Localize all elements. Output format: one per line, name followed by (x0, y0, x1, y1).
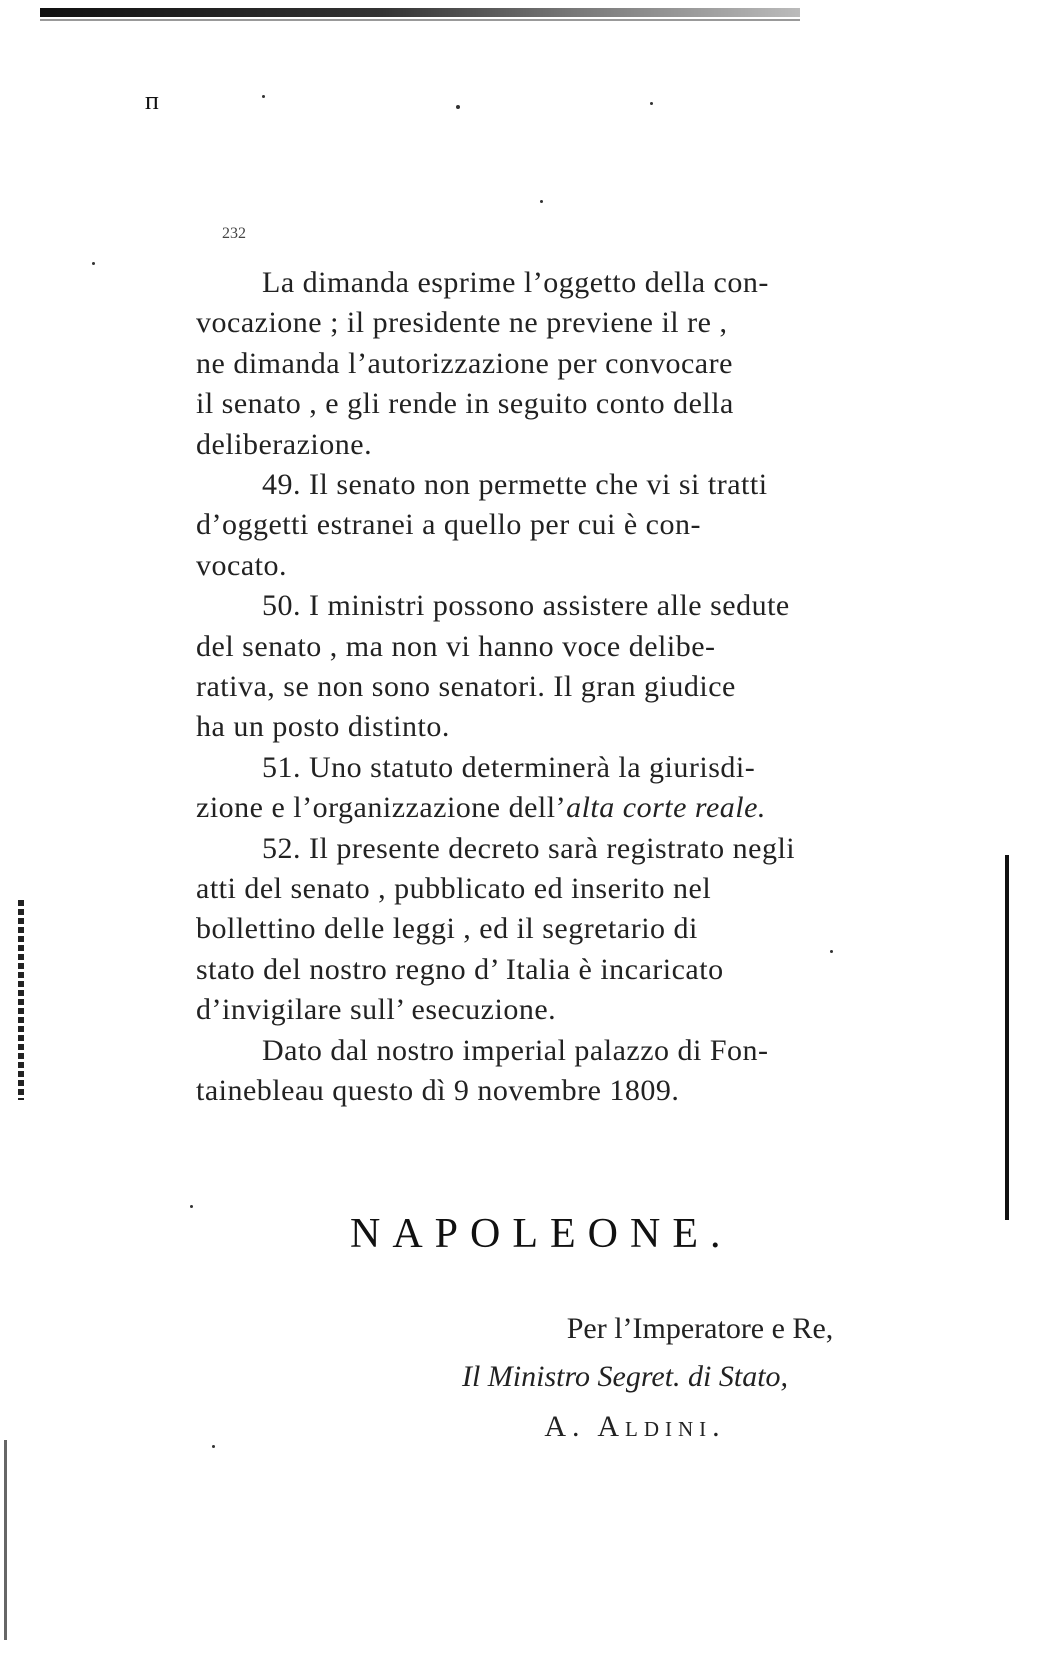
text-line: vocazione ; il presidente ne previene il re , (196, 306, 728, 340)
text-line: rativa, se non sono senatori. Il gran giudice (196, 670, 736, 703)
signature-napoleone: NAPOLEONE. (350, 1211, 733, 1257)
text-line: Dato dal nostro imperial palazzo di Fon- (262, 1033, 769, 1067)
text-line: 52. Il presente decreto sarà registrato negli (262, 831, 796, 865)
scan-mark: ᴨ (145, 86, 159, 115)
text-span: zione e l’organizzazione dell’ (196, 791, 567, 825)
text-line: ha un posto distinto. (196, 710, 450, 744)
text-line: 51. Uno statuto determinerà la giurisdi- (262, 750, 756, 784)
speck (456, 105, 460, 109)
scan-edge-top (40, 8, 800, 17)
closing-line-3: A. Aldini. (544, 1410, 726, 1443)
text-line: atti del senato , pubblicato ed inserito nel (196, 872, 712, 905)
text-line: deliberazione. (196, 427, 373, 461)
text-line: tainebleau questo dì 9 novembre 1809. (196, 1074, 680, 1107)
text-line: d’oggetti estranei a quello per cui è con- (196, 508, 701, 542)
text-line: 50. I ministri possono assistere alle sedute (262, 589, 790, 623)
speck (262, 95, 265, 98)
speck (650, 102, 653, 105)
closing-line-2: Il Ministro Segret. di Stato, (461, 1360, 789, 1393)
scan-edge-left (18, 900, 24, 1100)
text-line: bollettino delle leggi , ed il segretario di (196, 912, 698, 946)
scan-edge-right (1005, 855, 1009, 1220)
page-number: 232 (222, 225, 246, 242)
speck (212, 1445, 215, 1448)
text-line: d’invigilare sull’ esecuzione. (196, 993, 557, 1027)
speck (92, 262, 95, 265)
text-line: il senato , e gli rende in seguito conto della (196, 387, 734, 421)
scan-edge-left-lower (4, 1440, 7, 1640)
speck (190, 1205, 193, 1208)
text-line: ne dimanda l’autorizzazione per convocare (196, 346, 733, 380)
italic-span: alta corte reale. (566, 791, 766, 825)
text-line (196, 790, 886, 826)
text-line: 49. Il senato non permette che vi si tratti (262, 468, 768, 501)
speck (540, 200, 543, 203)
text-line: La dimanda esprime l’oggetto della con- (262, 266, 769, 299)
closing-line-1: Per l’Imperatore e Re, (566, 1312, 834, 1345)
text-line: del senato , ma non vi hanno voce delibe- (196, 629, 716, 663)
scan-edge-top-thin (40, 19, 800, 21)
text-line: stato del nostro regno d’ Italia è incaricato (196, 952, 724, 986)
text-line: vocato. (196, 548, 287, 582)
